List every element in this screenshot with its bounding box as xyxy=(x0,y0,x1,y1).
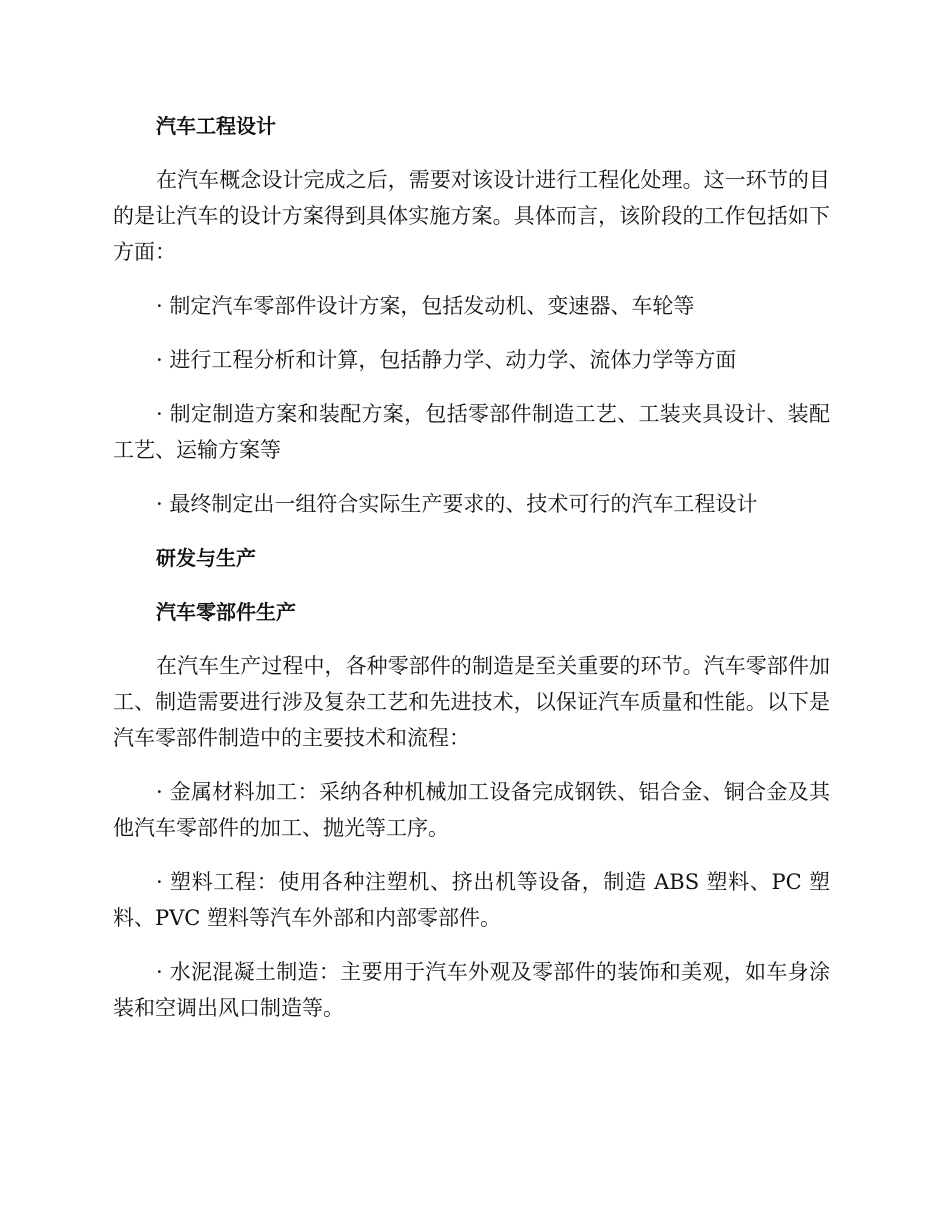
paragraph-parts-intro: 在汽车生产过程中，各种零部件的制造是至关重要的环节。汽车零部件加工、制造需要进行涉及复杂工艺和先进技术，以保证汽车质量和性能。以下是汽车零部件制造中的主要技术和流程： xyxy=(113,654,830,750)
list-item: · 制定制造方案和装配方案，包括零部件制造工艺、工装夹具设计、装配工艺、运输方案等 xyxy=(113,402,830,462)
list-item: · 金属材料加工：采纳各种机械加工设备完成钢铁、铝合金、铜合金及其他汽车零部件的加工、抛光等工序。 xyxy=(113,780,830,840)
list-item: · 制定汽车零部件设计方案，包括发动机、变速器、车轮等 xyxy=(156,294,695,318)
paragraph-engineering-intro: 在汽车概念设计完成之后，需要对该设计进行工程化处理。这一环节的目的是让汽车的设计方案得到具体实施方案。具体而言，该阶段的工作包括如下方面： xyxy=(113,168,830,264)
list-item: · 进行工程分析和计算，包括静力学、动力学、流体力学等方面 xyxy=(156,348,737,372)
section-heading-engineering: 汽车工程设计 xyxy=(156,114,276,138)
list-item: · 塑料工程：使用各种注塑机、挤出机等设备，制造 ABS 塑料、PC 塑料、PVC 塑料等汽车外部和内部零部件。 xyxy=(113,870,830,930)
section-heading-parts: 汽车零部件生产 xyxy=(156,600,296,624)
list-item: · 最终制定出一组符合实际生产要求的、技术可行的汽车工程设计 xyxy=(156,492,758,516)
list-item: · 水泥混凝土制造：主要用于汽车外观及零部件的装饰和美观，如车身涂装和空调出风口制造等。 xyxy=(113,960,830,1020)
section-heading-rd: 研发与生产 xyxy=(156,546,256,570)
